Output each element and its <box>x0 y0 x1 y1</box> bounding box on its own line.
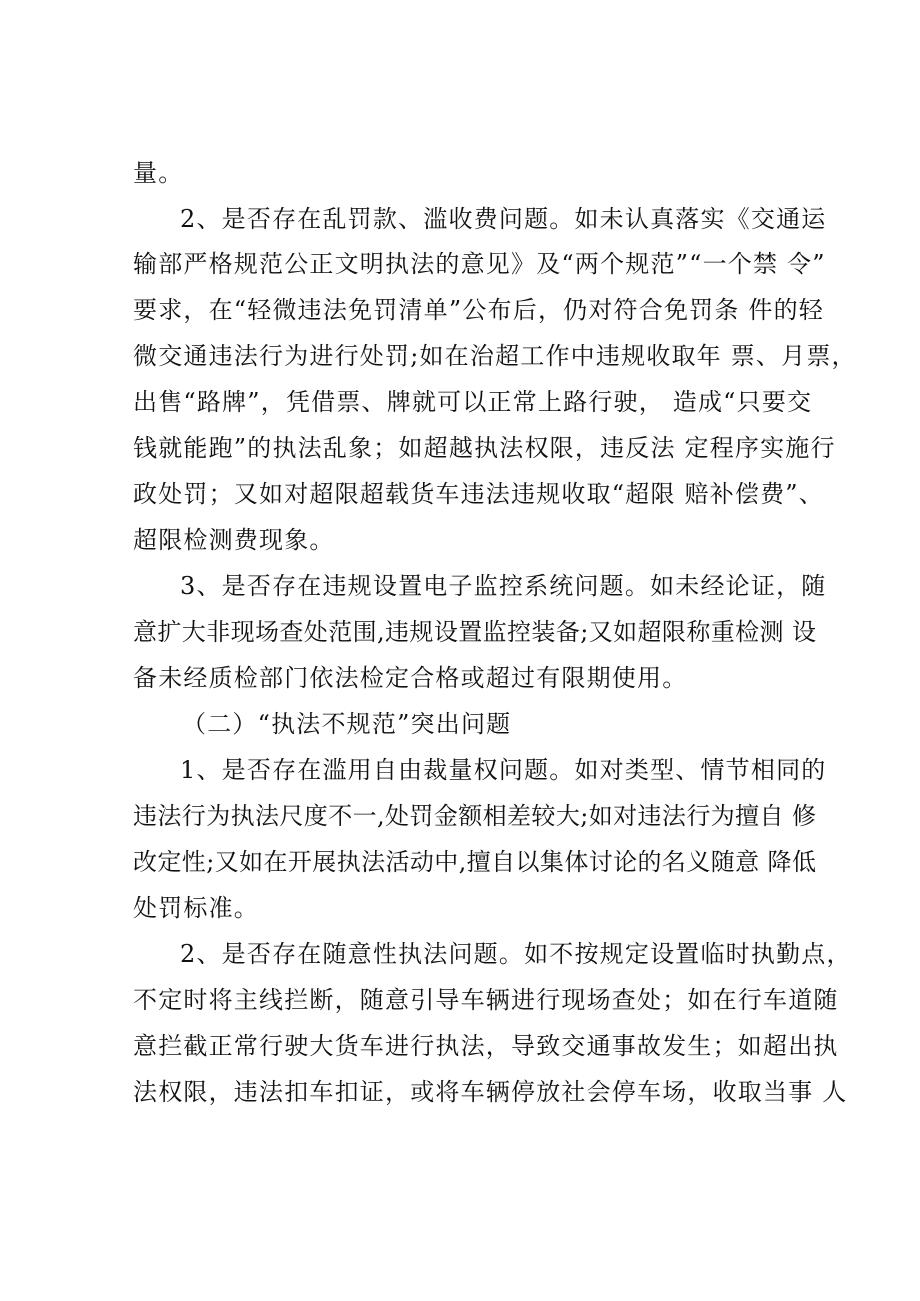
text-line: 微交通违法行为进行处罚;如在治超工作中违规收取年 票、月票， <box>133 342 857 370</box>
text-line: 量。 <box>133 159 184 187</box>
text-line: 出售“路牌”，凭借票、牌就可以正常上路行驶， 造成“只要交 <box>133 388 813 416</box>
text-line: 意拦截正常行驶大货车进行执法，导致交通事故发生；如超出执 <box>133 1032 839 1060</box>
text-line: 要求，在“轻微违法免罚清单”公布后，仍对符合免罚条 件的轻 <box>133 296 824 324</box>
text-line: 备未经质检部门依法检定合格或超过有限期使用。 <box>133 664 688 692</box>
text-line: 违法行为执法尺度不一,处罚金额相差较大;如对违法行为擅自 修 <box>133 802 817 830</box>
text-line: 处罚标准。 <box>133 894 259 922</box>
text-line: 改定性;又如在开展执法活动中,擅自以集体讨论的名义随意 降低 <box>133 848 817 876</box>
text-line: 意扩大非现场查处范围,违规设置监控装备;又如超限称重检测 设 <box>133 618 817 646</box>
paragraph-2-line: 3、是否存在违规设置电子监控系统问题。如未经论证，随 <box>180 572 827 600</box>
paragraph-3-line: 1、是否存在滥用自由裁量权问题。如对类型、情节相同的 <box>180 756 827 784</box>
text-line: 输部严格规范公正文明执法的意见》及“两个规范”“一个禁 令” <box>133 250 826 278</box>
text-line: 政处罚；又如对超限超载货车违法违规收取“超限 赔补偿费”、 <box>133 480 824 508</box>
text-line: 不定时将主线拦断，随意引导车辆进行现场查处；如在行车道随 <box>133 986 839 1014</box>
text-line: 超限检测费现象。 <box>133 526 335 554</box>
text-line: 钱就能跑”的执法乱象；如超越执法权限，违反法 定程序实施行 <box>133 434 836 462</box>
section-heading: （二）“执法不规范”突出问题 <box>182 710 512 738</box>
paragraph-4-line: 2、是否存在随意性执法问题。如不按规定设置临时执勤点， <box>180 940 852 968</box>
paragraph-1-line: 2、是否存在乱罚款、滥收费问题。如未认真落实《交通运 <box>180 205 827 233</box>
text-line: 法权限，违法扣车扣证，或将车辆停放社会停车场，收取当事 人 <box>133 1078 848 1106</box>
